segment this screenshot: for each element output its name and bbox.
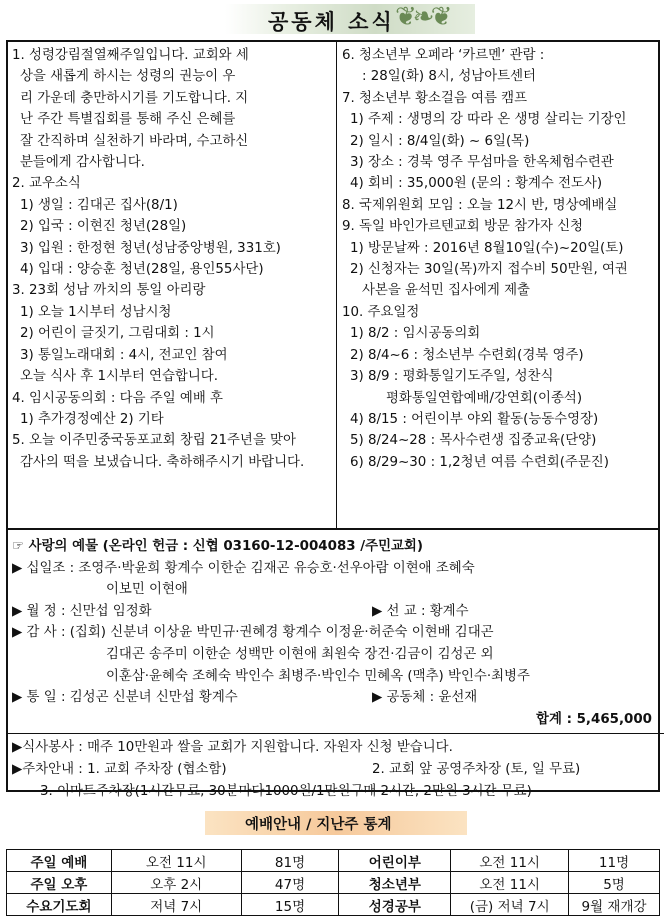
offering-total: 합계 : 5,465,000 <box>536 711 652 727</box>
right-column <box>342 45 658 473</box>
divider <box>6 733 664 734</box>
news-line: 3) 장소 : 경북 영주 무섬마을 한옥체험수련관 <box>350 155 614 171</box>
news-line: 8. 국제위원회 모임 : 오늘 12시 반, 명상예배실 <box>342 197 618 213</box>
news-line: 3) 입원 : 한정현 청년(성남중앙병원, 331호) <box>20 240 281 256</box>
unify-line <box>12 687 658 709</box>
news-line: 1) 생일 : 김대곤 집사(8/1) <box>20 197 178 213</box>
thanks-line-2: 김대곤 송주미 이한순 성백만 이현애 최원숙 장건·김금이 김성곤 외 <box>106 646 494 662</box>
mission-text: ▶ 선 교 : 황계수 <box>372 603 469 619</box>
news-line: 1) 추가경정예산 2) 기타 <box>20 411 164 427</box>
page-title: 공동체 소식 <box>268 10 395 34</box>
table-cell: 9월 재개강 <box>569 894 660 916</box>
news-line: 1) 주제 : 생명의 강 따라 온 생명 살리는 기장인 <box>350 112 627 128</box>
news-line: 7. 청소년부 황소걸음 여름 캠프 <box>342 90 528 106</box>
news-line: 2) 신청자는 30일(목)까지 접수비 50만원, 여권 <box>350 262 628 278</box>
news-line: 5) 8/24~28 : 목사수련생 집중교육(단양) <box>350 433 597 449</box>
news-line: 난 주간 특별집회를 통해 주신 은혜를 <box>20 112 236 128</box>
thanks-line-3: 이훈삼·윤혜숙 조혜숙 박인수 최병주·박인수 민혜옥 (맥추) 박인수·최병주 <box>106 668 530 684</box>
table-row <box>7 894 660 916</box>
news-line: 1. 성령강림절열째주일입니다. 교회와 세 <box>12 48 249 63</box>
news-line: 4. 임시공동의회 : 다음 주일 예배 후 <box>12 390 223 406</box>
tithe-line-2: 이보민 이현애 <box>106 582 188 598</box>
table-cell: 오전 11시 <box>451 872 569 894</box>
table-cell: 어린이부 <box>339 850 451 872</box>
table-cell: 오전 11시 <box>451 850 569 872</box>
news-line: 리 가운데 충만하시기를 기도합니다. 지 <box>20 90 249 106</box>
news-line: 3) 통일노래대회 : 4시, 전교인 참여 <box>20 347 228 363</box>
table-cell: 성경공부 <box>339 894 451 916</box>
community-text: ▶ 공동체 : 윤선재 <box>372 690 478 706</box>
news-line: 감사의 떡을 보냈습니다. 축하해주시기 바랍니다. <box>20 454 305 470</box>
news-line: 10. 주요일정 <box>342 304 420 320</box>
thanks-line: ▶ 감 사 : (집회) 신분녀 이상윤 박민규·권혜경 황계수 이정윤·허준숙 이현배 김대곤 <box>12 625 494 641</box>
table-row <box>7 872 660 894</box>
offering-heading: ☞ 사랑의 예물 (온라인 헌금 : 신협 03160-12-004083 /주민교회) <box>12 539 423 554</box>
news-line: 3) 8/9 : 평화통일기도주일, 성찬식 <box>350 369 554 385</box>
news-line: 6) 8/29~30 : 1,2청년 여름 수련회(주문진) <box>350 454 609 470</box>
meal-notice: ▶식사봉사 : 매주 10만원과 쌀을 교회가 지원합니다. 자원자 신청 받습니다. <box>12 740 453 756</box>
news-line: 분들에게 감사합니다. <box>20 155 145 171</box>
table-cell: 저녁 7시 <box>111 894 241 916</box>
news-line: 4) 입대 : 양승훈 청년(28일, 용인55사단) <box>20 262 264 278</box>
table-cell: 81명 <box>241 850 339 872</box>
news-line: 2) 8/4~6 : 청소년부 수련회(경북 영주) <box>350 347 584 363</box>
worship-stats-table <box>6 849 660 916</box>
table-cell: 11명 <box>569 850 660 872</box>
news-line: 사본을 윤석민 집사에게 제출 <box>362 283 530 299</box>
unify-text: ▶ 통 일 : 김성곤 신분녀 신만섭 황계수 <box>12 690 238 706</box>
news-line: 5. 오늘 이주민중국동포교회 창립 21주년을 맞아 <box>12 433 296 449</box>
table-cell: 5명 <box>569 872 660 894</box>
table-row <box>7 850 660 872</box>
table-cell: 오후 2시 <box>111 872 241 894</box>
table-cell: 15명 <box>241 894 339 916</box>
tithe-line: ▶ 십일조 : 조영주·박윤희 황계수 이한순 김재곤 유승호·선우아람 이현애 조혜숙 <box>12 560 475 576</box>
table-cell: 주일 예배 <box>7 850 112 872</box>
table-cell: (금) 저녁 7시 <box>451 894 569 916</box>
offering-section <box>12 536 658 802</box>
left-column <box>12 45 334 473</box>
news-line: 평화통일연합예배/강연회(이종석) <box>386 390 583 406</box>
news-line: 상을 새롭게 하시는 성령의 권능이 우 <box>20 69 236 85</box>
parking-notice <box>12 759 658 781</box>
monthly-line <box>12 601 658 623</box>
column-divider <box>336 40 337 530</box>
news-line: 2) 입국 : 이현진 청년(28일) <box>20 219 187 235</box>
news-line: 1) 방문날짜 : 2016년 8월10일(수)~20일(토) <box>350 240 624 256</box>
table-cell: 수요기도회 <box>7 894 112 916</box>
news-line: 6. 청소년부 오페라 ‘카르멘’ 관람 : <box>342 48 545 63</box>
news-line: 2) 어린이 글짓기, 그림대회 : 1시 <box>20 326 215 342</box>
table-cell: 청소년부 <box>339 872 451 894</box>
table-cell: 주일 오후 <box>7 872 112 894</box>
news-line: 오늘 식사 후 1시부터 연습합니다. <box>20 369 218 385</box>
news-line: 4) 8/15 : 어린이부 야외 활동(능동수영장) <box>350 411 599 427</box>
news-line: 2) 일시 : 8/4일(화) ~ 6일(목) <box>350 133 530 149</box>
monthly-text: ▶ 월 정 : 신만섭 임정화 <box>12 603 152 619</box>
stats-title: 예배안내 / 지난주 통계 <box>245 817 392 833</box>
table-cell: 오전 11시 <box>111 850 241 872</box>
news-line: 9. 독일 바인가르텐교회 방문 참가자 신청 <box>342 219 584 235</box>
news-line: 잘 간직하며 실천하기 바라며, 수고하신 <box>20 133 249 149</box>
news-line: 2. 교우소식 <box>12 176 81 192</box>
news-line: : 28일(화) 8시, 성남아트센터 <box>362 69 536 85</box>
parking-3: 3. 이마트주차장(1시간무료, 30분마다1000원/1만원구매 2시간, 2만원 3시간 무료) <box>40 783 532 799</box>
leaf-decoration-icon: ❦❧❦ <box>395 2 449 32</box>
news-line: 4) 회비 : 35,000원 (문의 : 황계수 전도사) <box>350 176 603 192</box>
parking-1: ▶주차안내 : 1. 교회 주차장 (협소함) <box>12 761 227 777</box>
table-cell: 47명 <box>241 872 339 894</box>
news-line: 3. 23회 성남 까치의 통일 아리랑 <box>12 283 206 299</box>
news-line: 1) 8/2 : 임시공동의회 <box>350 326 481 342</box>
parking-2: 2. 교회 앞 공영주차장 (토, 일 무료) <box>372 761 581 777</box>
news-line: 1) 오늘 1시부터 성남시청 <box>20 304 172 320</box>
